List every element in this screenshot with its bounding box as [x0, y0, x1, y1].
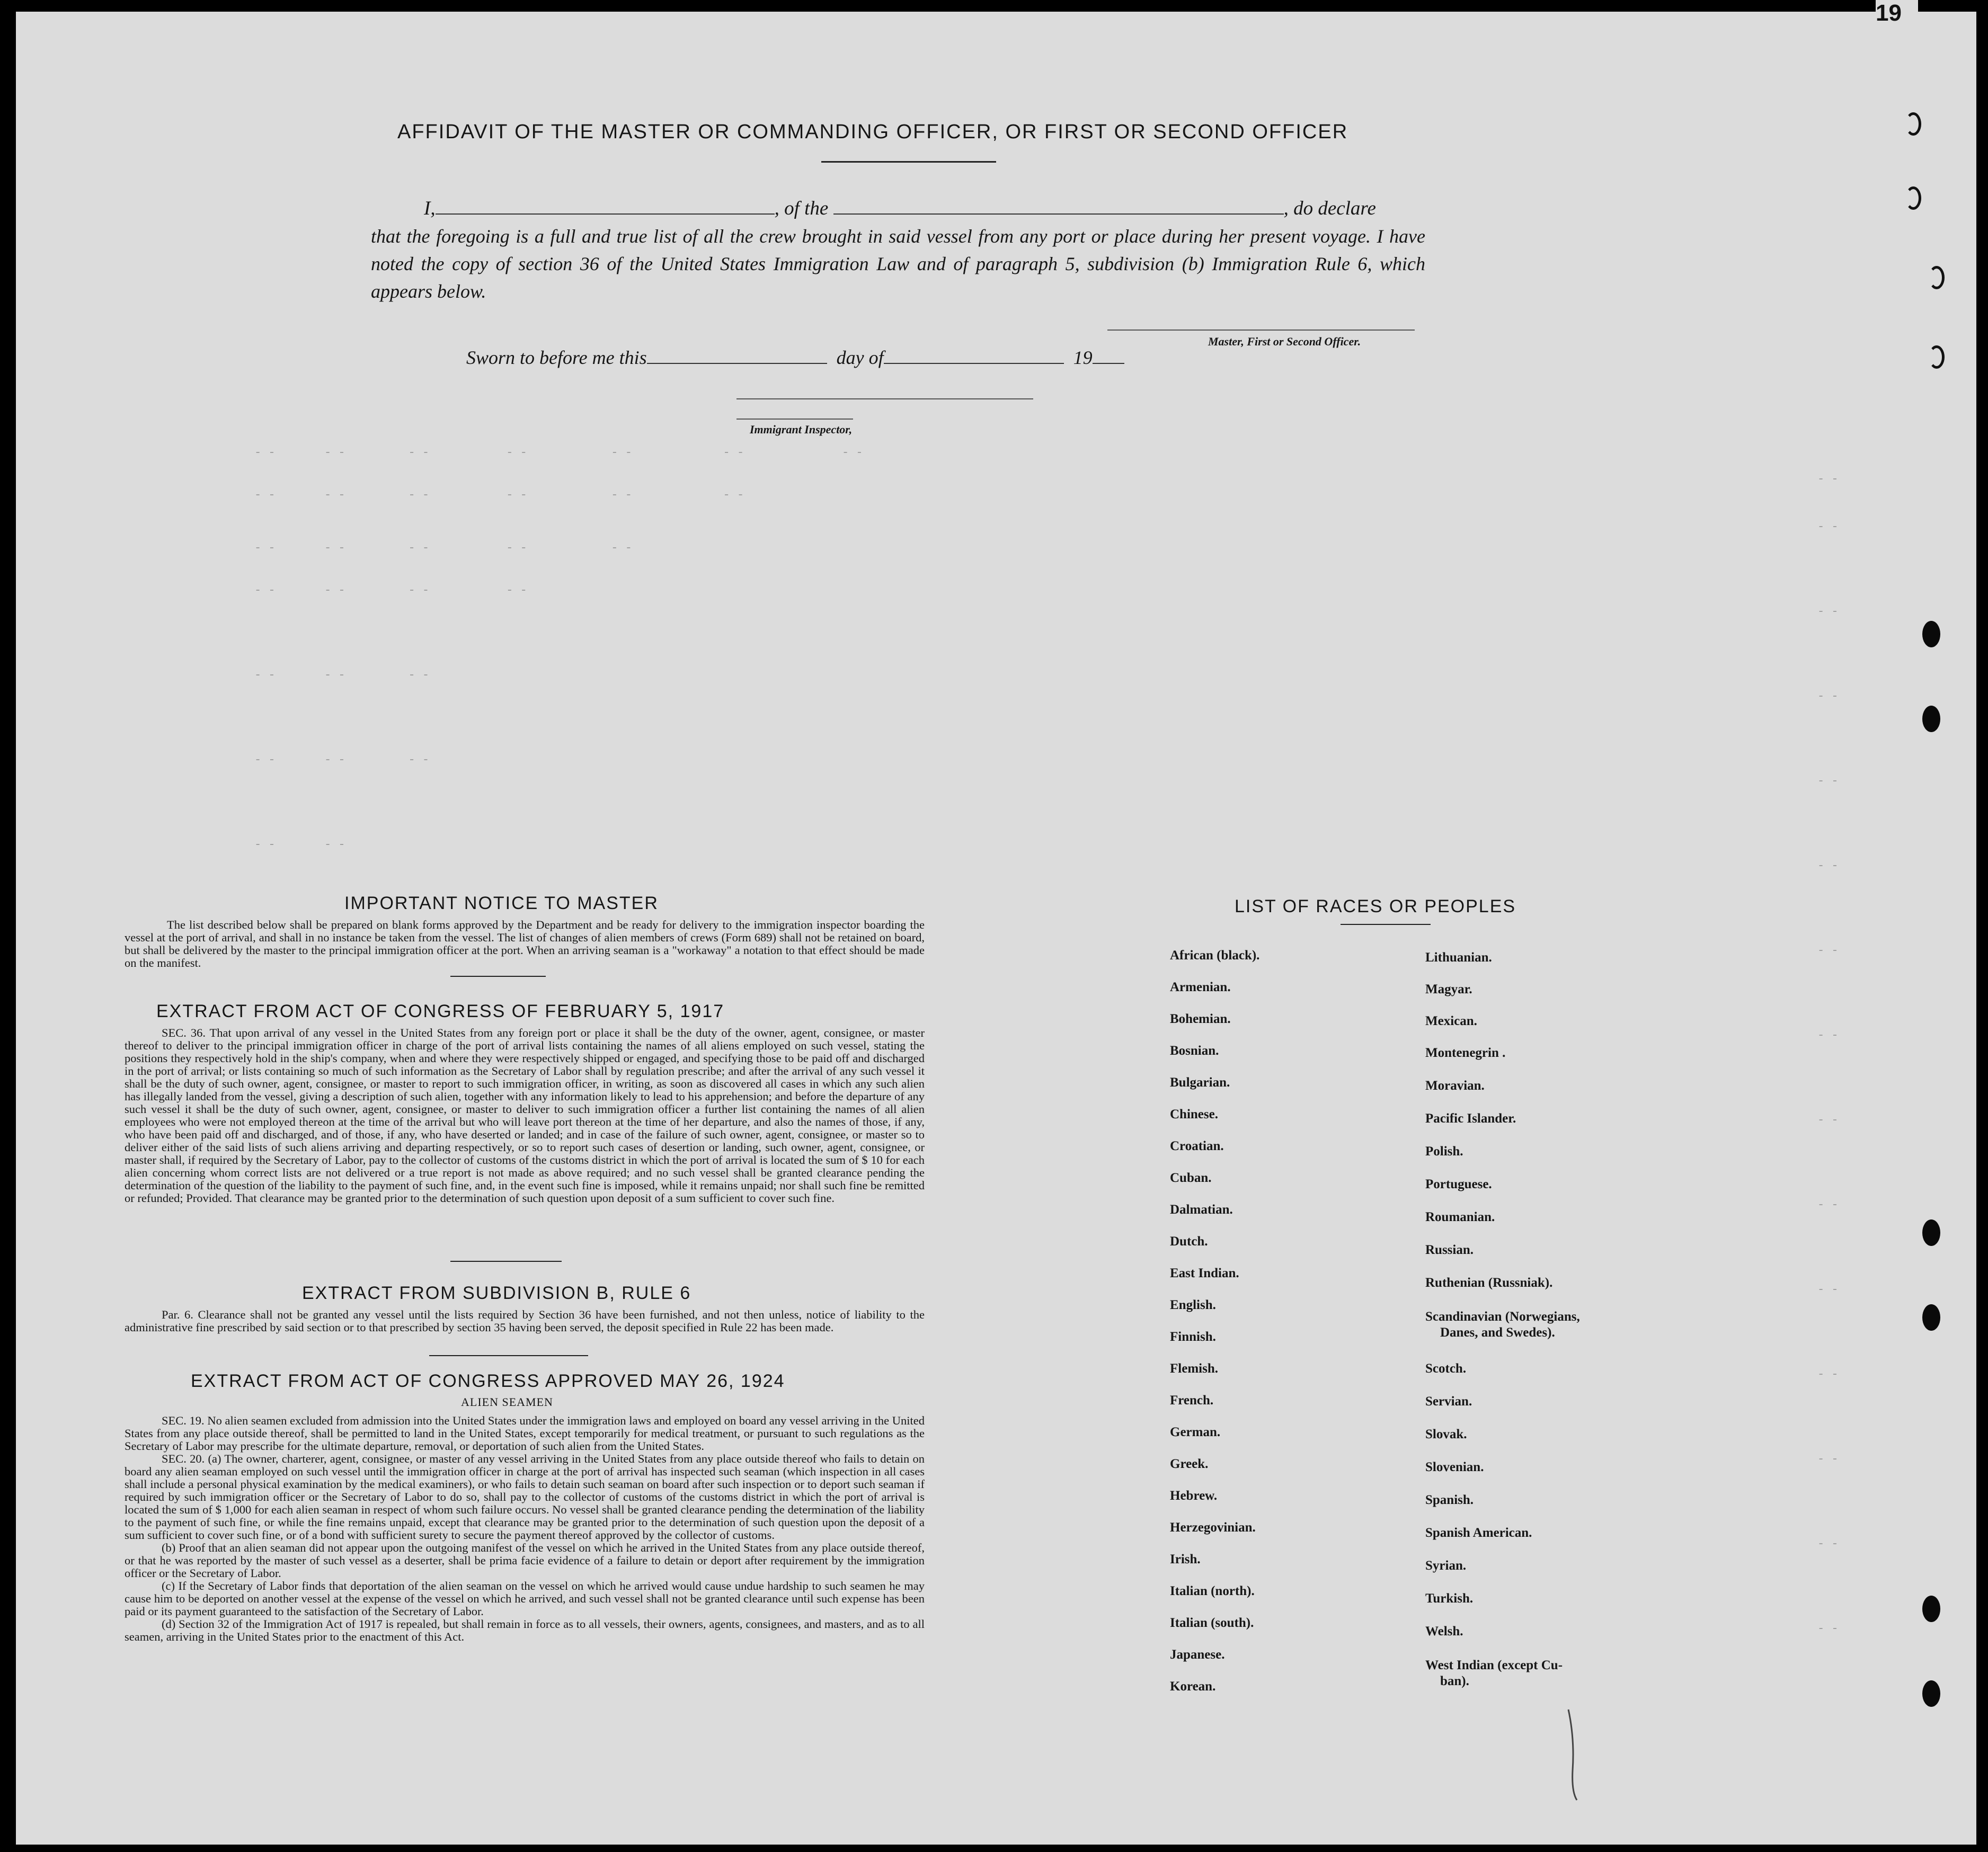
race-item: Italian (north).	[1170, 1584, 1255, 1598]
extract-1924-subtitle: ALIEN SEAMEN	[461, 1395, 553, 1409]
declaration-lead-declare: , do declare	[1283, 198, 1376, 219]
sworn-prefix: Sworn to before me this	[466, 347, 647, 368]
punch-hole-icon	[1922, 1680, 1940, 1707]
race-item: Turkish.	[1425, 1591, 1474, 1606]
notice-title: IMPORTANT NOTICE TO MASTER	[344, 893, 659, 913]
sheet-number: 19	[1876, 0, 1918, 26]
race-item: Scotch.	[1425, 1361, 1467, 1376]
sworn-year-blank	[1093, 363, 1124, 364]
declaration-text	[371, 195, 1425, 305]
inspector-line	[736, 419, 853, 420]
race-item: African (black).	[1170, 948, 1260, 963]
race-item: Welsh.	[1425, 1624, 1463, 1639]
extract-1917-divider	[450, 1261, 562, 1262]
race-item: West Indian (except Cu-	[1425, 1658, 1563, 1672]
inspector-caption: Immigrant Inspector,	[750, 423, 853, 436]
punch-hole-icon	[1905, 186, 1921, 210]
sec20b-text: (b) Proof that an alien seaman did not appear upon the outgoing manifest of the vessel on which he arrived in the United States from any place outside thereof, or that he was reported by the master of such vessel as a deserter, shall be prima facie evidence of a failure to detain or deport after requirement by the immigration officer or the Secretary of Labor.	[125, 1541, 925, 1580]
races-title: LIST OF RACES OR PEOPLES	[1235, 896, 1516, 916]
rule6-body: Par. 6. Clearance shall not be granted any vessel until the lists required by Section 36 have been furnished, and not then unless, notice of liability to the administrative fine prescribed by said section or to that prescribed by section 35 having been served, the deposit specified in Rule 22 has been made.	[125, 1308, 925, 1334]
race-item: Irish.	[1170, 1552, 1201, 1566]
race-item: Bohemian.	[1170, 1012, 1231, 1026]
race-item: Finnish.	[1170, 1330, 1216, 1344]
race-item: Magyar.	[1425, 982, 1472, 996]
signature-line	[1107, 330, 1415, 331]
sworn-date-blank	[647, 363, 827, 364]
race-item: Lithuanian.	[1425, 950, 1492, 965]
race-item: Korean.	[1170, 1679, 1216, 1694]
manifest-page: - - - - - - - - - - - - - - - - - - - - - - - - - - - - - - - - - - - - - - - - - - - - - - - - - - - - - - - - - - - - - - - - - - - - - - - - - - - - - - - - - - - - - - - - - - AFFIDAVIT OF THE MASTER OR COMMANDING OFFICER, OR FIRST OR SECOND OFFICER I, , of the , do declare that the foregoing is a full and true list of all the crew brought in said vessel from any port or place during her present voyage. I have noted the copy of section 36 of the United States Immigration Law and of paragraph 5, subdivision (b) Immigration Rule 6, which appears below. Master, First or Second Officer. Sworn to before me this day of 19 Immigrant Inspector, IMPORTANT NOTICE TO MASTER The list described below shall be prepared on blank forms approved by the Department and be ready for delivery to the immigration inspector boarding the vessel at the port of arrival, and shall in no instance be taken from the vessel. The list of changes of alien members of crews (Form 689) shall not be retained on board, but shall be delivered by the master to the principal immigration officer at the port. When an arriving seaman is a "workaway" a notation to that effect should be made on the manifest. EXTRACT FROM ACT OF CONGRESS OF FEBRUARY 5, 1917 SEC. 36. That upon arrival of any vessel in the United States from any foreign port or place it shall be the duty of the owner, agent, consignee, or master thereof to deliver to the principal immigration officer in charge of the port of arrival lists containing the names of all aliens employed on such vessel, stating the positions they respectively hold in the ship's company, when and where they were respectively shipped or engaged, and specifying those to be paid off and discharged in the port of arrival; or lists containing so much of such information as the Secretary of Labor shall by regulation prescribe; and after the arrival of any such vessel it shall be the duty of such owner, agent, consignee, or master to report to such immigration officer, in writing, as soon as discovered all cases in which any such alien has illegally landed from the vessel, giving a description of such alien, together with any information likely to lead to his apprehension; and before the departure of any such vessel it shall be the duty of such owner, agent, consignee, or master to deliver to such immigration officer a further list containing the names of all alien employees who were not employed thereon at the time of the arrival but who will leave port thereon at the time of her departure, and also the names of those, if any, who have been paid off and discharged, and of those, if any, who have deserted or landed; and in case of the failure of such owner, agent, consignee, or master so to deliver either of the said lists of such aliens arriving and departing respectively, or so to report such cases of desertion or landing, such owner, agent, consignee, or master shall, if required by the Secretary of Labor, pay to the collector of customs of the customs district in which the port of arrival is located the sum of $ 10 for each alien concerning whom correct lists are not delivered or a true report is not made as above required; and no such vessel shall be granted clearance pending the determination of the question of the liability to the payment of such fine, and, in the event such fine is imposed, while it remains unpaid; nor shall such fine be remitted or refunded; Provided. That clearance may be granted prior to the determination of such question upon deposit of a sum sufficient to cover such fine. EXTRACT FROM SUBDIVISION B, RULE 6 Par. 6. Clearance shall not be granted any vessel until the lists required by Section 36 have been furnished, and not then unless, notice of liability to the administrative fine prescribed by said section or to that prescribed by section 35 having been served, the deposit specified in Rule 22 has been made. EXTRACT FROM ACT OF CONGRESS APPROVED MAY 26, 1924 ALIEN SEAMEN SEC. 19. No alien seamen excluded from admission into the United States under the immigration laws and employed on board any vessel arriving in the United States from any place outside thereof, shall be permitted to land in the United States, except temporarily for medical treatment, or pursuant to such regulations as the Secretary of Labor may prescribe for the ultimate departure, removal, or deportation of such alien from the United States. SEC. 20. (a) The owner, charterer, agent, consignee, or master of any vessel arriving in the United States from any place outside thereof who fails to detain on board any alien seaman employed on such vessel until the immigration officer in charge at the port of arrival has inspected such seaman (which inspection in all cases shall include a personal physical examination by the medical examiners), or who fails to detain such seaman on board after such inspection or to deport such seaman if required by such immigration officer or the Secretary of Labor to do so, shall pay to the collector of customs of the customs district in which the port of arrival is located the sum of $ 1,000 for each alien seaman in respect of whom such failure occurs. No vessel shall be granted clearance pending the determination of the liability to the payment of such fine, or while the fine remains unpaid, except that clearance may be granted prior to the determination of such question upon the deposit of a sum sufficient to cover such fine, or of a bond with sufficient surety to secure the payment thereof approved by the collector of customs. (b) Proof that an alien seaman did not appear upon the outgoing manifest of the vessel on which he arrived in the United States from any place outside thereof, or that he was reported by the master of such vessel as a deserter, shall be prima facie evidence of a failure to detain or deport after requirement by the immigration officer or the Secretary of Labor. (c) If the Secretary of Labor finds that deportation of the alien seaman on the vessel on which he arrived would cause undue hardship to such seamen he may cause him to be deported on another vessel at the expense of the vessel on which he arrived, and such vessel shall not be granted clearance until such expense has been paid or its payment guaranteed to the satisfaction of the Secretary of Labor. (d) Section 32 of the Immigration Act of 1917 is repealed, but shall remain in force as to all vessels, their owners, agents, consignees, and masters, and as to all seamen, arriving in the United States prior to the enactment of this Act. LIST OF RACES OR PEOPLES African (black). Armenian. Bohemian. Bosnian. Bulgarian. Chinese. Croatian. Cuban. Dalmatian. Dutch. East Indian. English. Finnish. Flemish. French. German. Greek. Hebrew. Herzegovinian. Irish. Italian (north). Italian (south). Japanese. Korean. Lithuanian. Magyar. Mexican. Montenegrin . Moravian. Pacific Islander. Polish. Portuguese. Roumanian. Russian. Ruthenian (Russniak). Scandinavian (Norwegians, Danes, and Swedes). Scotch. Servian. Slovak. Slovenian. Spanish. Spanish American. Syrian. Turkish. Welsh. West Indian (except Cu- ban).	[16, 12, 1976, 1845]
race-item: Slovenian.	[1425, 1460, 1484, 1474]
punch-hole-icon	[1922, 1596, 1940, 1622]
race-item: Portuguese.	[1425, 1177, 1492, 1191]
sec20a-text: SEC. 20. (a) The owner, charterer, agent, consignee, or master of any vessel arriving in the United States from any place outside thereof who fails to detain on board any alien seaman employed on such vessel until the immigration officer in charge at the port of arrival has inspected such seaman (which inspection in all cases shall include a personal physical examination by the medical examiners), or who fails to detain such seaman on board after such inspection or to deport such seaman if required by such immigration officer or the Secretary of Labor to do so, shall pay to the collector of customs of the customs district in which the port of arrival is located the sum of $ 1,000 for each alien seaman in respect of whom such failure occurs. No vessel shall be granted clearance pending the determination of the liability to the payment of such fine, or while the fine remains unpaid, except that clearance may be granted prior to the determination of such question upon the deposit of a sum sufficient to cover such fine, or of a bond with sufficient surety to secure the payment thereof approved by the collector of customs.	[125, 1452, 925, 1542]
signature-caption: Master, First or Second Officer.	[1208, 335, 1361, 348]
sworn-day: day of	[836, 347, 884, 368]
race-item: Croatian.	[1170, 1139, 1224, 1153]
punch-hole-icon	[1905, 112, 1921, 136]
race-item: Danes, and Swedes).	[1440, 1325, 1555, 1340]
extract-1924-title: EXTRACT FROM ACT OF CONGRESS APPROVED MAY 26, 1924	[191, 1371, 785, 1391]
race-item: Japanese.	[1170, 1648, 1225, 1662]
sworn-line	[466, 346, 1124, 369]
race-item: Cuban.	[1170, 1171, 1212, 1185]
extract-1917-body: SEC. 36. That upon arrival of any vessel in the United States from any foreign port or place it shall be the duty of the owner, agent, consignee, or master thereof to deliver to the principal immigration officer in charge of the port of arrival lists containing the names of all aliens employed on such vessel, stating the positions they respectively hold in the ship's company, when and where they were respectively shipped or engaged, and specifying those to be paid off and discharged in the port of arrival; or lists containing so much of such information as the Secretary of Labor shall by regulation prescribe; and after the arrival of any such vessel it shall be the duty of such owner, agent, consignee, or master to report to such immigration officer, in writing, as soon as discovered all cases in which any such alien has illegally landed from the vessel, giving a description of such alien, together with any information likely to lead to his apprehension; and before the departure of any such vessel it shall be the duty of such owner, agent, consignee, or master to deliver to such immigration officer a further list containing the names of all alien employees who were not employed thereon at the time of the arrival but who will leave port thereon at the time of her departure, and also the names of those, if any, who have been paid off and discharged, and of those, if any, who have deserted or landed; and in case of the failure of such owner, agent, consignee, or master so to deliver either of the said lists of such aliens arriving and departing respectively, or so to report such cases of desertion or landing, such owner, agent, consignee, or master shall, if required by the Secretary of Labor, pay to the collector of customs of the customs district in which the port of arrival is located the sum of $ 10 for each alien concerning whom correct lists are not delivered or a true report is not made as above required; and no such vessel shall be granted clearance pending the determination of the question of the liability to the payment of such fine, and, in the event such fine is imposed, while it remains unpaid; nor shall such fine be remitted or refunded; Provided. That clearance may be granted prior to the determination of such question upon deposit of a sum sufficient to cover such fine.	[125, 1026, 925, 1205]
race-item: Syrian.	[1425, 1559, 1467, 1573]
race-item: Bulgarian.	[1170, 1075, 1230, 1090]
race-item: Servian.	[1425, 1394, 1472, 1409]
race-item: Spanish.	[1425, 1493, 1474, 1507]
extract-1924-body	[125, 1414, 925, 1643]
race-item: Russian.	[1425, 1243, 1474, 1257]
race-item: Spanish American.	[1425, 1526, 1532, 1540]
pencil-stroke	[1563, 1707, 1584, 1802]
punch-hole-icon	[1929, 266, 1945, 289]
rule6-divider	[429, 1355, 588, 1356]
declaration-lead-i: I,	[424, 198, 436, 219]
race-item: Pacific Islander.	[1425, 1111, 1516, 1126]
punch-hole-icon	[1922, 1304, 1940, 1331]
races-divider	[1341, 924, 1431, 925]
race-item: Montenegrin .	[1425, 1046, 1506, 1060]
race-item: Slovak.	[1425, 1427, 1467, 1441]
race-item: Herzegovinian.	[1170, 1520, 1256, 1535]
race-item: Ruthenian (Russniak).	[1425, 1276, 1553, 1290]
title-divider	[821, 161, 996, 163]
race-item: Hebrew.	[1170, 1489, 1218, 1503]
race-item: Bosnian.	[1170, 1044, 1219, 1058]
punch-hole-icon	[1922, 621, 1940, 647]
vessel-blank	[833, 213, 1284, 215]
extract-1917-title: EXTRACT FROM ACT OF CONGRESS OF FEBRUARY 5, 1917	[156, 1001, 725, 1021]
sec19-text: SEC. 19. No alien seamen excluded from admission into the United States under the immigration laws and employed on board any vessel arriving in the United States from any place outside thereof, shall be permitted to land in the United States, except temporarily for medical treatment, or pursuant to such regulations as the Secretary of Labor may prescribe for the ultimate departure, removal, or deportation of such alien from the United States.	[125, 1414, 925, 1453]
race-item: ban).	[1440, 1674, 1469, 1688]
race-item: French.	[1170, 1393, 1214, 1408]
race-item: English.	[1170, 1298, 1216, 1312]
race-item: Polish.	[1425, 1144, 1463, 1159]
sec20d-text: (d) Section 32 of the Immigration Act of 1917 is repealed, but shall remain in force as to all vessels, their owners, agents, consignees, and masters, and as to all seamen, arriving in the United States prior to the enactment of this Act.	[125, 1617, 925, 1643]
race-item: Dalmatian.	[1170, 1203, 1233, 1217]
race-item: German.	[1170, 1425, 1221, 1439]
race-item: Chinese.	[1170, 1107, 1218, 1121]
punch-hole-icon	[1922, 706, 1940, 732]
punch-hole-icon	[1929, 345, 1945, 369]
sworn-month-blank	[884, 363, 1064, 364]
declaration-lead-of: , of the	[774, 198, 829, 219]
sec20c-text: (c) If the Secretary of Labor finds that deportation of the alien seaman on the vessel on which he arrived would cause undue hardship to such seamen he may cause him to be deported on another vessel at the expense of the vessel on which he arrived, and such vessel shall not be granted clearance until such expense has been paid or its payment guaranteed to the satisfaction of the Secretary of Labor.	[125, 1579, 925, 1618]
race-item: Roumanian.	[1425, 1210, 1495, 1224]
inspector-line-top	[736, 398, 1033, 399]
rule6-title: EXTRACT FROM SUBDIVISION B, RULE 6	[302, 1283, 691, 1303]
race-item: Greek.	[1170, 1457, 1209, 1471]
race-item: Moravian.	[1425, 1079, 1485, 1093]
race-item: Italian (south).	[1170, 1616, 1254, 1630]
race-item: Dutch.	[1170, 1234, 1208, 1249]
punch-hole-icon	[1922, 1219, 1940, 1246]
notice-divider	[450, 976, 546, 977]
name-blank	[436, 213, 775, 215]
sworn-year: 19	[1073, 347, 1093, 368]
notice-body: The list described below shall be prepared on blank forms approved by the Department and be ready for delivery to the immigration inspector boarding the vessel at the port of arrival, and shall in no instance be taken from the vessel. The list of changes of alien members of crews (Form 689) shall not be retained on board, but shall be delivered by the master to the principal immigration officer at the port. When an arriving seaman is a "workaway" a notation to that effect should be made on the manifest.	[125, 918, 925, 969]
race-item: Mexican.	[1425, 1014, 1477, 1028]
declaration-body: that the foregoing is a full and true list of all the crew brought in said vessel from any port or place during her present voyage. I have noted the copy of section 36 of the United States Immigration Law and of paragraph 5, subdivision (b) Immigration Rule 6, which appears below.	[371, 226, 1425, 302]
race-item: Flemish.	[1170, 1361, 1218, 1376]
race-item: Scandinavian (Norwegians,	[1425, 1310, 1580, 1324]
race-item: Armenian.	[1170, 980, 1231, 994]
race-item: East Indian.	[1170, 1266, 1239, 1280]
affidavit-title: AFFIDAVIT OF THE MASTER OR COMMANDING OFFICER, OR FIRST OR SECOND OFFICER	[397, 121, 1348, 143]
